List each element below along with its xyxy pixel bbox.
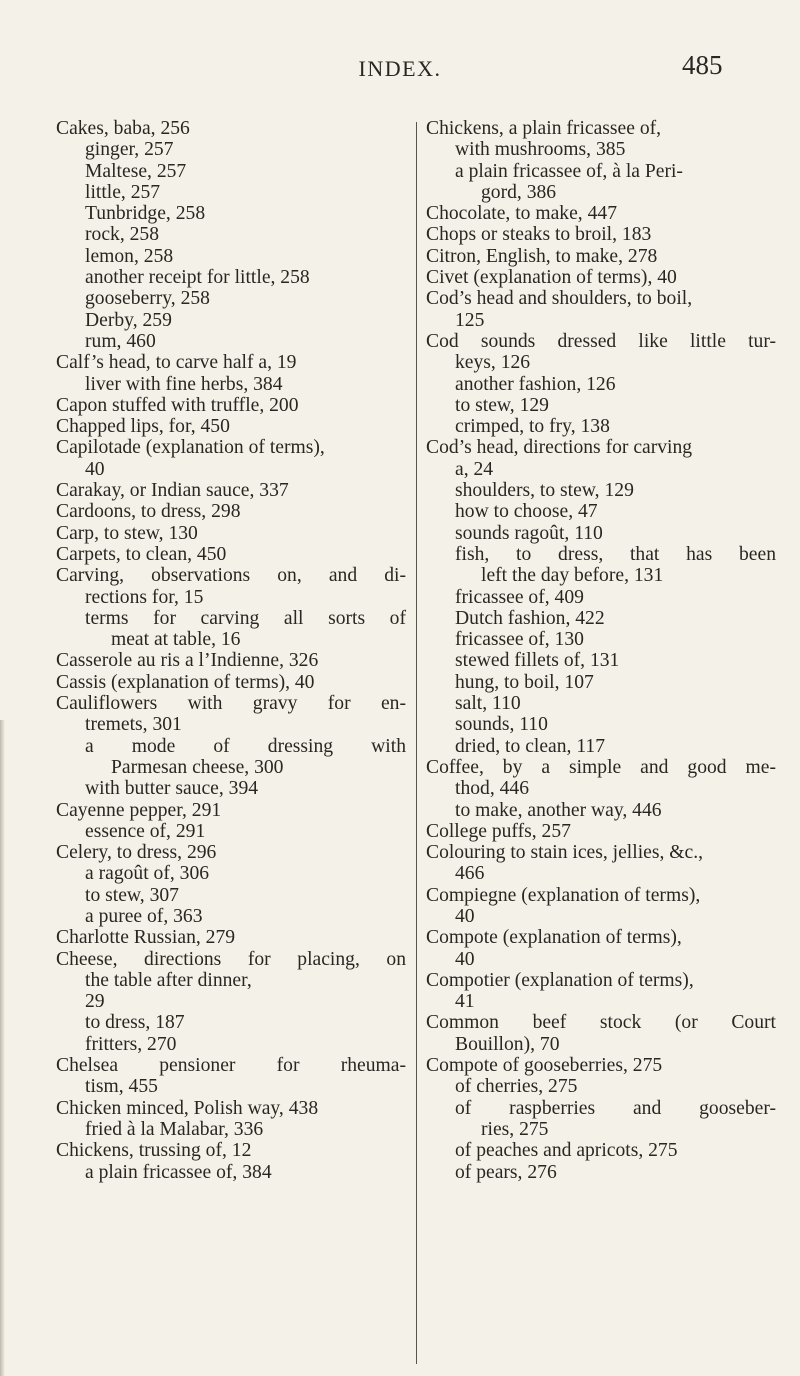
column-divider: [416, 122, 417, 1364]
index-entry: Chops or steaks to broil, 183: [426, 224, 652, 246]
index-entry: rum, 460: [85, 330, 156, 352]
index-entry: a puree of, 363: [85, 905, 203, 927]
index-entry: dried, to clean, 117: [455, 735, 605, 757]
index-entry: ries, 275: [481, 1118, 549, 1140]
index-entry: how to choose, 47: [455, 501, 598, 523]
index-entry: fish, to dress, that has been: [455, 543, 776, 565]
index-entry: Compotier (explanation of terms),: [426, 969, 694, 991]
index-entry: Chickens, a plain fricassee of,: [426, 118, 662, 139]
index-entry: College puffs, 257: [426, 820, 571, 842]
index-entry: with mushrooms, 385: [455, 139, 626, 161]
index-entry: Maltese, 257: [85, 160, 187, 182]
index-entry: tism, 455: [85, 1076, 158, 1098]
index-entry: Cassis (explanation of terms), 40: [56, 671, 315, 693]
index-entry: the table after dinner,: [85, 969, 252, 991]
index-entry: a ragoût of, 306: [85, 863, 210, 885]
index-entry: sounds, 110: [455, 714, 548, 736]
index-entry: 125: [455, 309, 485, 331]
index-entry: Carakay, or Indian sauce, 337: [56, 480, 289, 502]
index-entry: Parmesan cheese, 300: [111, 756, 284, 778]
index-entry: fritters, 270: [85, 1033, 177, 1055]
index-entry: Cardoons, to dress, 298: [56, 501, 241, 523]
index-entry: fried à la Malabar, 336: [85, 1118, 264, 1140]
index-entry: to make, another way, 446: [455, 799, 662, 821]
index-entry: Carpets, to clean, 450: [56, 543, 227, 565]
index-entry: shoulders, to stew, 129: [455, 480, 634, 502]
index-entry: to stew, 307: [85, 884, 179, 906]
index-entry: fricassee of, 409: [455, 586, 584, 608]
index-entry: Cakes, baba, 256: [56, 118, 190, 139]
index-entry: Charlotte Russian, 279: [56, 927, 236, 949]
index-entry: meat at table, 16: [111, 629, 241, 651]
index-entry: ginger, 257: [85, 139, 174, 161]
index-entry: left the day before, 131: [481, 565, 664, 587]
index-entry: another fashion, 126: [455, 373, 616, 395]
index-entry: essence of, 291: [85, 820, 206, 842]
index-entry: lemon, 258: [85, 245, 174, 267]
index-entry: sounds ragoût, 110: [455, 522, 603, 544]
index-entry: a plain fricassee of, à la Peri-: [455, 160, 683, 182]
index-entry: Derby, 259: [85, 309, 172, 331]
index-entry: Civet (explanation of terms), 40: [426, 267, 677, 289]
index-entry: Dutch fashion, 422: [455, 607, 605, 629]
index-entry: Tunbridge, 258: [85, 203, 206, 225]
index-entry: Chapped lips, for, 450: [56, 416, 230, 438]
index-entry: 40: [455, 948, 475, 970]
index-entry: 466: [455, 863, 485, 885]
index-entry: another receipt for little, 258: [85, 267, 310, 289]
index-entry: rock, 258: [85, 224, 160, 246]
index-entry: 41: [455, 991, 475, 1013]
index-entry: 40: [455, 905, 475, 927]
index-entry: tremets, 301: [85, 714, 182, 736]
index-column-right: [426, 118, 776, 1183]
index-entry: Cayenne pepper, 291: [56, 799, 222, 821]
index-entry: thod, 446: [455, 778, 530, 800]
index-entry: gooseberry, 258: [85, 288, 210, 310]
index-entry: with butter sauce, 394: [85, 778, 259, 800]
index-entry: to stew, 129: [455, 394, 549, 416]
index-entry: Compote of gooseberries, 275: [426, 1055, 663, 1077]
index-entry: crimped, to fry, 138: [455, 416, 610, 438]
index-entry: Colouring to stain ices, jellies, &c.,: [426, 842, 703, 864]
index-entry: Capon stuffed with truffle, 200: [56, 394, 299, 416]
index-entry: gord, 386: [481, 181, 557, 203]
index-entry: a, 24: [455, 458, 494, 480]
index-entry: salt, 110: [455, 693, 521, 715]
index-entry: Compote (explanation of terms),: [426, 927, 682, 949]
index-entry: Carp, to stew, 130: [56, 522, 198, 544]
index-entry: Citron, English, to make, 278: [426, 245, 658, 267]
index-entry: of raspberries and gooseber-: [455, 1097, 776, 1119]
index-entry: 29: [85, 991, 105, 1013]
binding-shadow: [0, 720, 5, 1376]
index-entry: stewed fillets of, 131: [455, 650, 620, 672]
index-entry: Common beef stock (or Court: [426, 1012, 776, 1034]
index-entry: of cherries, 275: [455, 1076, 578, 1098]
index-entry: Casserole au ris a l’Indienne, 326: [56, 650, 319, 672]
index-entry: Chickens, trussing of, 12: [56, 1140, 252, 1162]
index-entry: 40: [85, 458, 105, 480]
index-entry: a mode of dressing with: [85, 735, 406, 757]
index-entry: Cod sounds dressed like little tur-: [426, 330, 776, 352]
index-entry: to dress, 187: [85, 1012, 185, 1034]
index-entry: Celery, to dress, 296: [56, 842, 217, 864]
index-entry: Chicken minced, Polish way, 438: [56, 1097, 319, 1119]
index-entry: of pears, 276: [455, 1161, 557, 1183]
index-entry: Cod’s head, directions for carving: [426, 437, 693, 459]
page-number: 485: [682, 50, 723, 80]
running-head-title: INDEX.: [358, 56, 442, 81]
index-entry: Capilotade (explanation of terms),: [56, 437, 325, 459]
index-entry: Cauliflowers with gravy for en-: [56, 693, 406, 715]
index-entry: terms for carving all sorts of: [85, 607, 406, 629]
index-entry: Coffee, by a simple and good me-: [426, 756, 776, 778]
index-entry: Chocolate, to make, 447: [426, 203, 617, 225]
index-column-left: [56, 118, 406, 1183]
index-entry: fricassee of, 130: [455, 629, 584, 651]
index-entry: Bouillon), 70: [455, 1033, 560, 1055]
index-entry: hung, to boil, 107: [455, 671, 594, 693]
index-entry: Cheese, directions for placing, on: [56, 948, 406, 970]
index-entry: Carving, observations on, and di-: [56, 565, 406, 587]
index-entry: little, 257: [85, 181, 161, 203]
index-entry: rections for, 15: [85, 586, 204, 608]
index-entry: Cod’s head and shoulders, to boil,: [426, 288, 693, 310]
index-entry: liver with fine herbs, 384: [85, 373, 283, 395]
index-entry: Chelsea pensioner for rheuma-: [56, 1055, 406, 1077]
index-entry: Calf’s head, to carve half a, 19: [56, 352, 297, 374]
index-entry: of peaches and apricots, 275: [455, 1140, 678, 1162]
index-entry: a plain fricassee of, 384: [85, 1161, 272, 1183]
index-entry: keys, 126: [455, 352, 531, 374]
index-entry: Compiegne (explanation of terms),: [426, 884, 701, 906]
